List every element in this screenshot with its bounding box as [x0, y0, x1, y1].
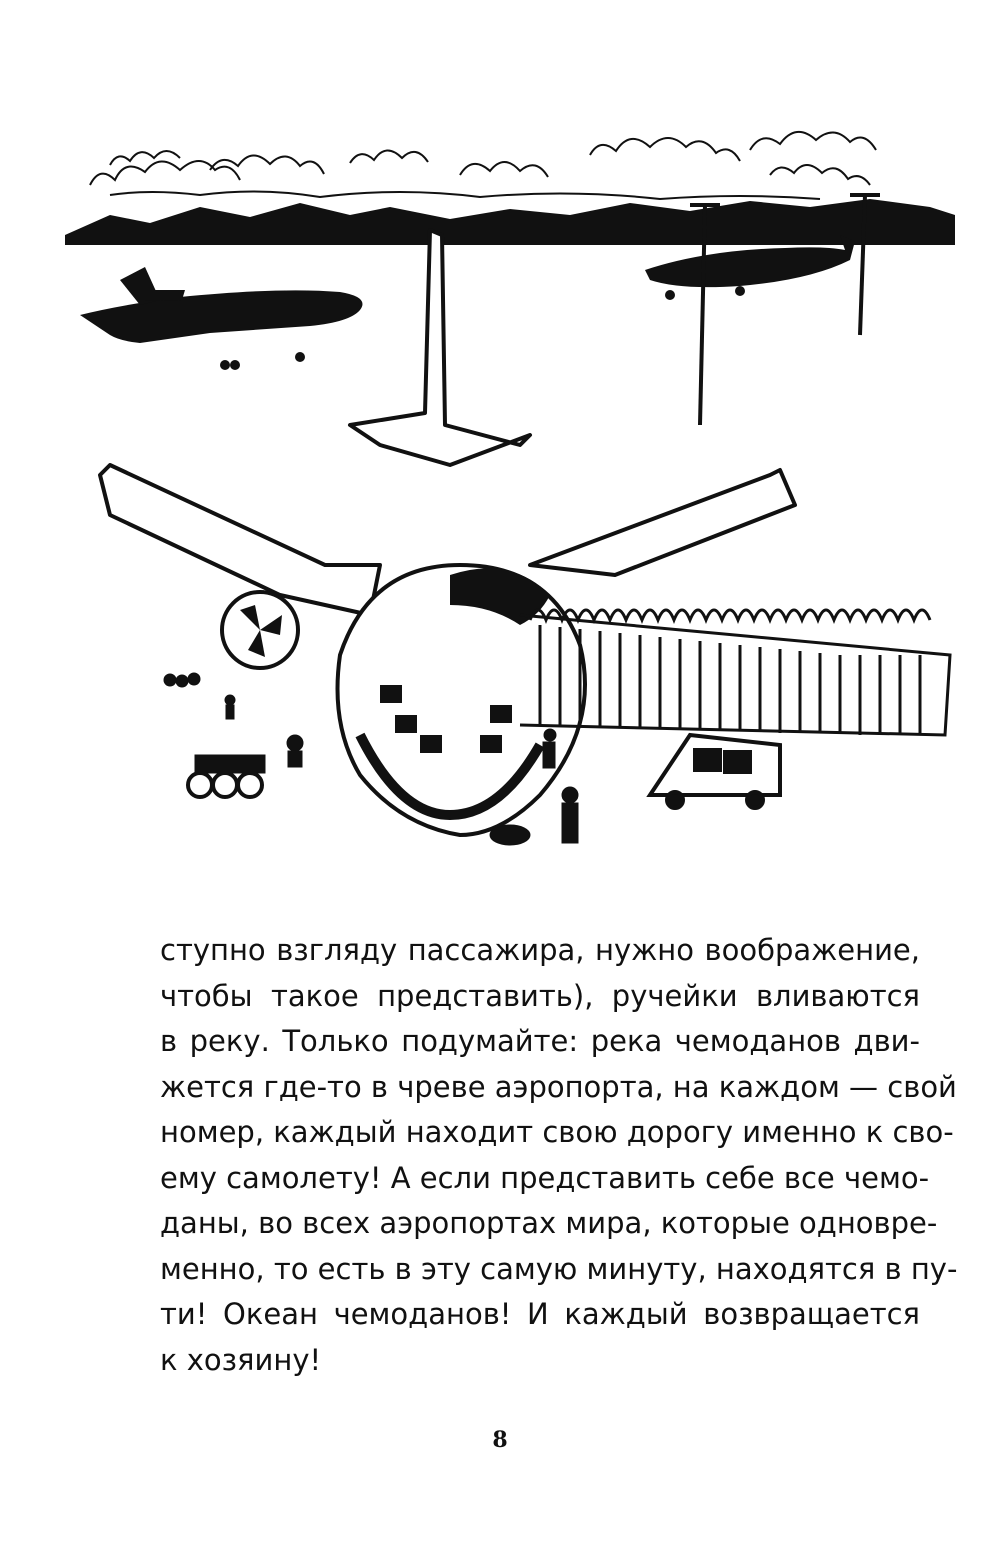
text-line-1: ступно взгляду пассажира, нужно воображение, — [160, 933, 920, 967]
mountains — [65, 199, 955, 245]
body-text — [160, 928, 958, 1383]
text-line-8: менно, то есть в эту самую минуту, находятся в пу- — [160, 1251, 958, 1286]
airplane-illustration — [50, 95, 960, 885]
text-line-9: ти! Океан чемоданов! И каждый возвращается — [160, 1297, 920, 1331]
page-number: 8 — [492, 1427, 508, 1453]
text-line-3: в реку. Только подумайте: река чемоданов дви- — [160, 1024, 920, 1058]
text-line-2: чтобы такое представить), ручейки вливаются — [160, 978, 920, 1013]
background-plane-left — [80, 267, 363, 370]
text-line-10: к хозяину! — [160, 1342, 322, 1377]
clouds — [90, 132, 876, 199]
text-line-5: номер, каждый находит свою дорогу именно к сво- — [160, 1115, 954, 1149]
text-line-7: даны, во всех аэропортах мира, которые одновре- — [160, 1206, 938, 1240]
text-line-6: ему самолету! А если представить себе все чемо- — [160, 1160, 930, 1195]
text-line-4: жется где-то в чреве аэропорта, на каждом — свой — [160, 1069, 957, 1104]
service-van — [650, 735, 780, 808]
